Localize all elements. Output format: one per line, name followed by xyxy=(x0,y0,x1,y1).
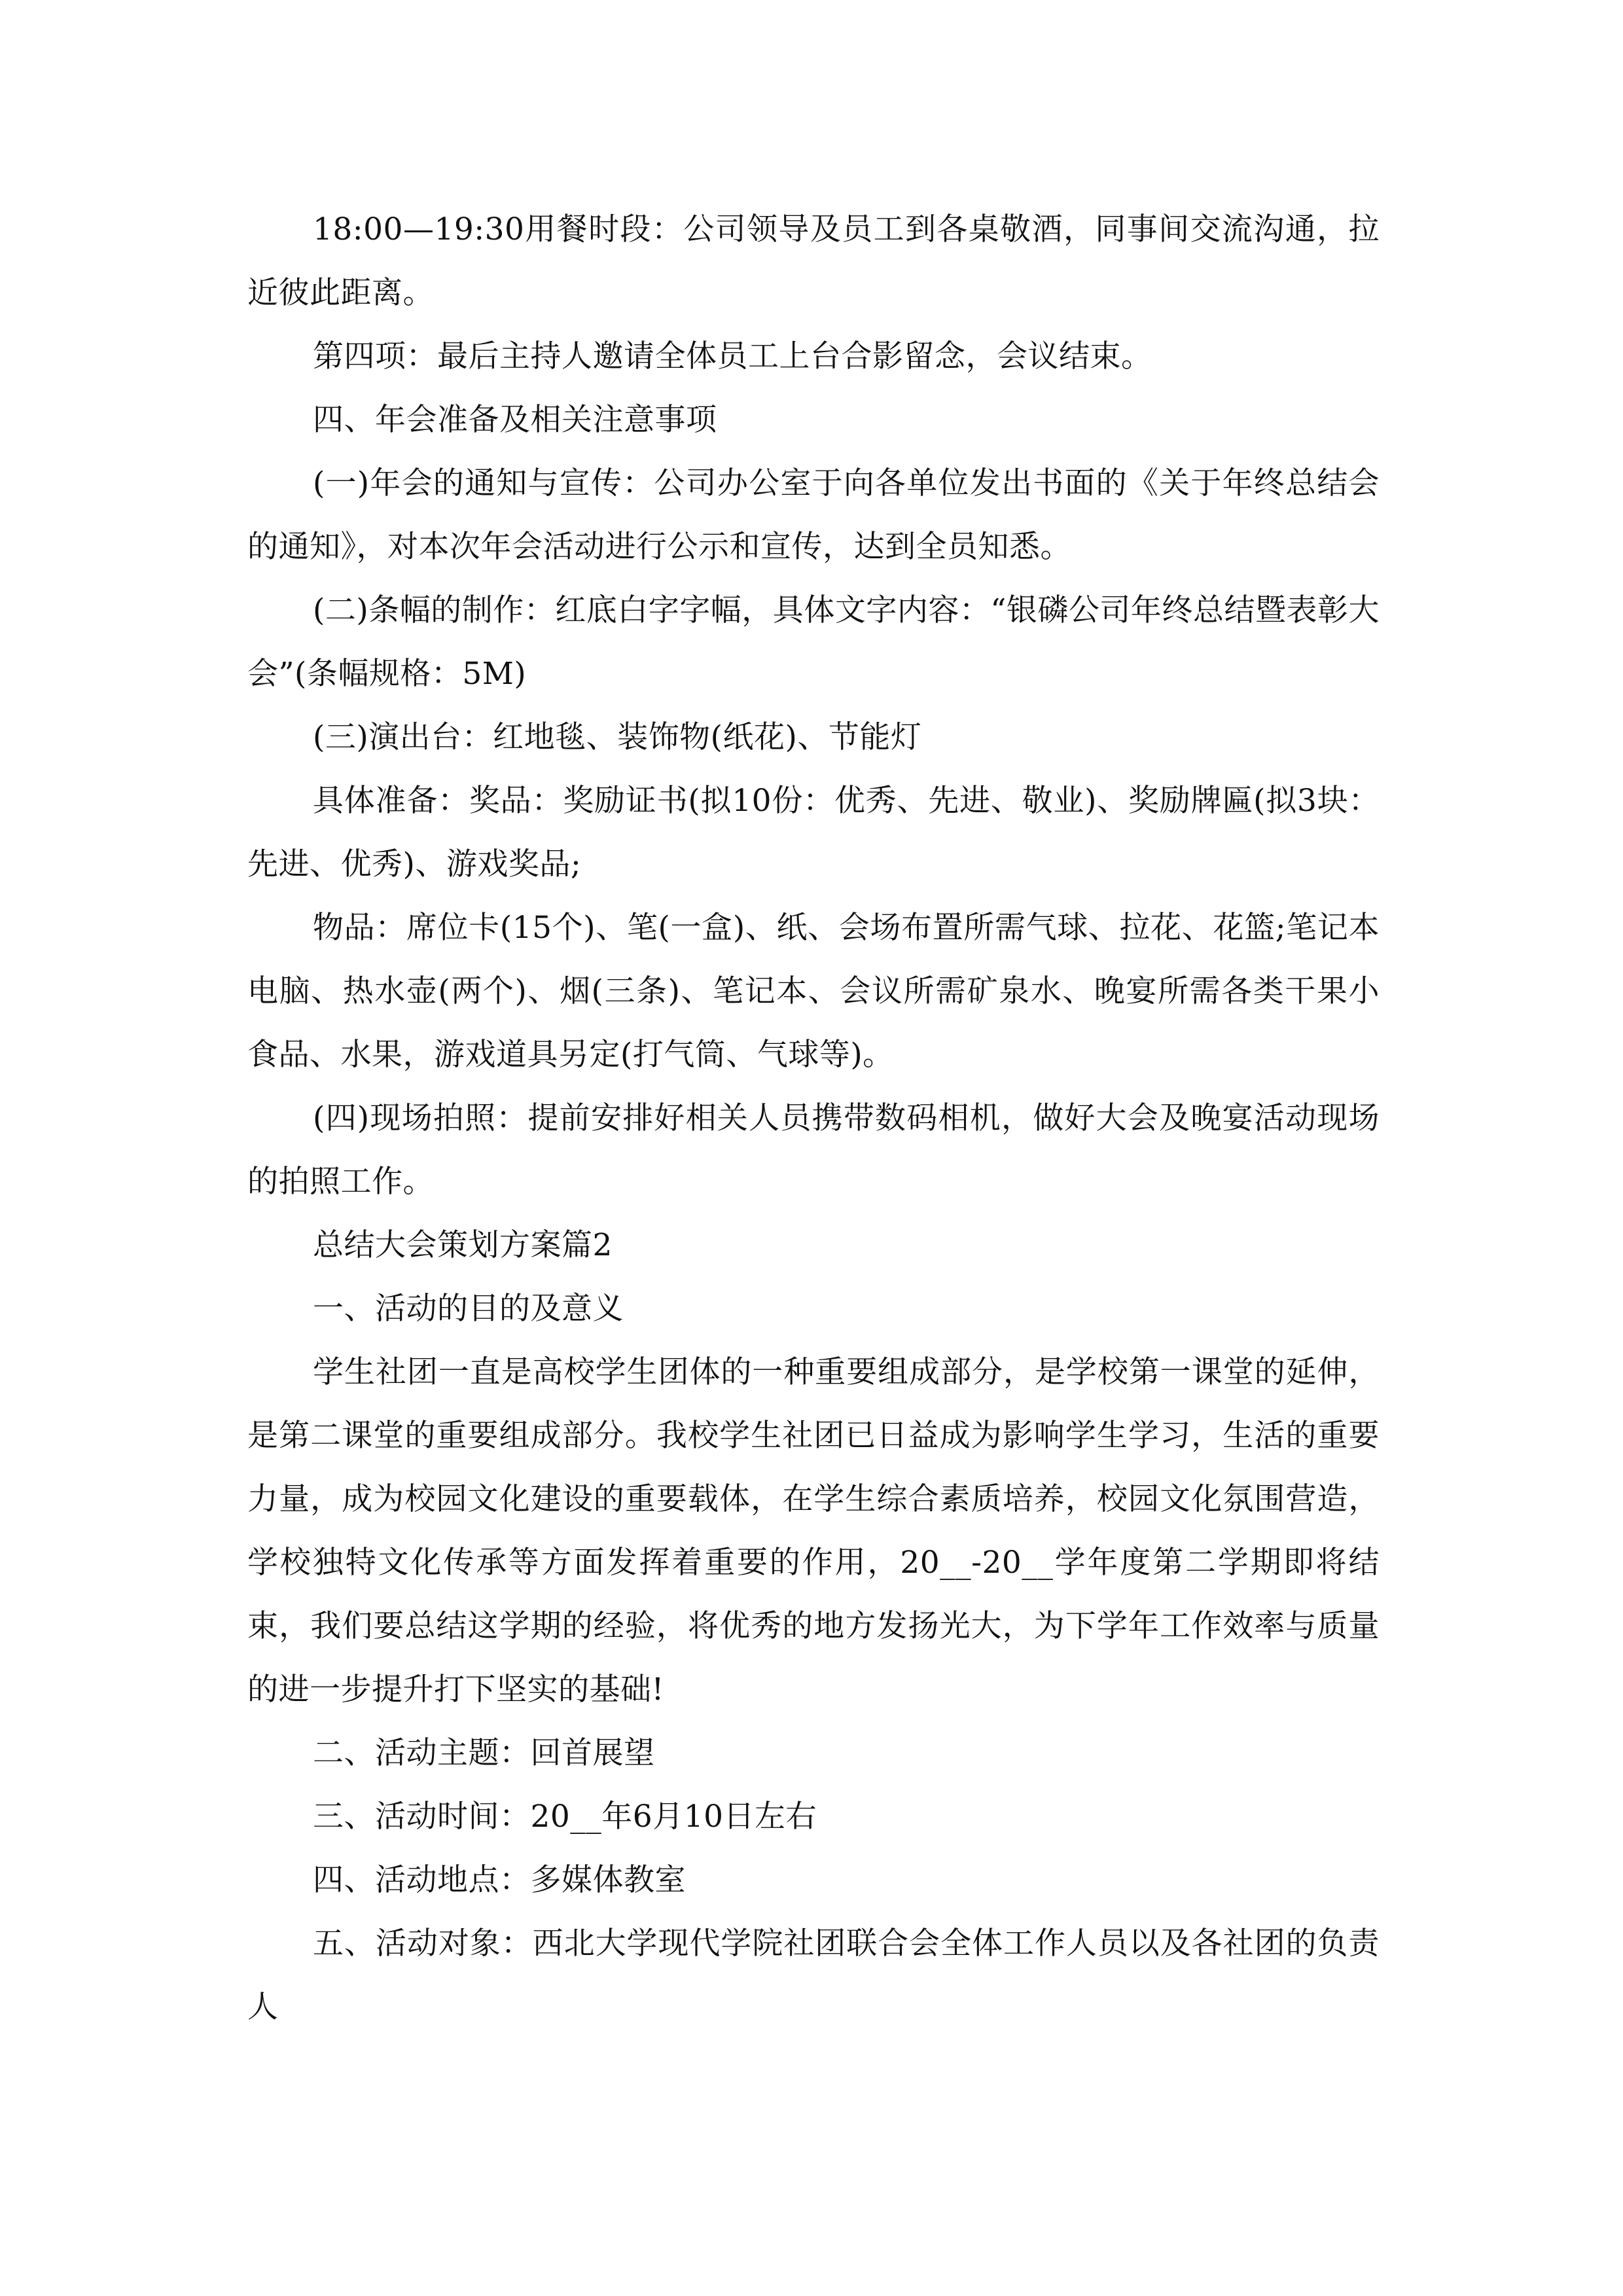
paragraph-purpose-body: 学生社团一直是高校学生团体的一种重要组成部分，是学校第一课堂的延伸，是第二课堂的重要组成部分。我校学生社团已日益成为影响学生学习，生活的重要力量，成为校园文化建设的重要载体，在学生综合素质培养，校园文化氛围营造，学校独特文化传承等方面发挥着重要的作用，20__-20__学年度第二学期即将结束，我们要总结这学期的经验，将优秀的地方发扬光大，为下学年工作效率与质量的进一步提升打下坚实的基础! xyxy=(247,1354,1380,1708)
paragraph-item-four: 第四项：最后主持人邀请全体员工上台合影留念，会议结束。 xyxy=(313,338,1152,374)
section-heading-location: 四、活动地点：多媒体教室 xyxy=(313,1862,686,1898)
section-heading-participants: 五、活动对象：西北大学现代学院社团联合会全体工作人员以及各社团的负责人 xyxy=(247,1926,1380,2025)
paragraph-prizes: 具体准备：奖品：奖励证书(拟10份：优秀、先进、敬业)、奖励牌匾(拟3块：先进、优秀)、游戏奖品; xyxy=(247,783,1380,882)
section-heading-purpose: 一、活动的目的及意义 xyxy=(313,1291,624,1327)
document-body xyxy=(247,198,1380,2039)
section-heading-theme: 二、活动主题：回首展望 xyxy=(313,1735,655,1771)
section-heading-preparation: 四、年会准备及相关注意事项 xyxy=(313,402,717,438)
paragraph-banner: (二)条幅的制作：红底白字字幅，具体文字内容：“银磷公司年终总结暨表彰大会”(条幅规格：5M) xyxy=(247,592,1380,692)
paragraph-photography: (四)现场拍照：提前安排好相关人员携带数码相机，做好大会及晚宴活动现场的拍照工作。 xyxy=(247,1100,1380,1200)
paragraph-supplies: 物品：席位卡(15个)、笔(一盒)、纸、会场布置所需气球、拉花、花篮;笔记本电脑、热水壶(两个)、烟(三条)、笔记本、会议所需矿泉水、晚宴所需各类干果小食品、水果，游戏道具另定(打气筒、气球等)。 xyxy=(247,910,1380,1073)
paragraph-stage: (三)演出台：红地毯、装饰物(纸花)、节能灯 xyxy=(313,719,922,755)
paragraph-notice: (一)年会的通知与宣传：公司办公室于向各单位发出书面的《关于年终总结会的通知》，对本次年会活动进行公示和宣传，达到全员知悉。 xyxy=(247,465,1380,565)
paragraph-meal-time: 18:00—19:30用餐时段：公司领导及员工到各桌敬酒，同事间交流沟通，拉近彼此距离。 xyxy=(247,211,1380,311)
article-title-2: 总结大会策划方案篇2 xyxy=(313,1227,613,1263)
section-heading-time: 三、活动时间：20__年6月10日左右 xyxy=(313,1799,817,1835)
